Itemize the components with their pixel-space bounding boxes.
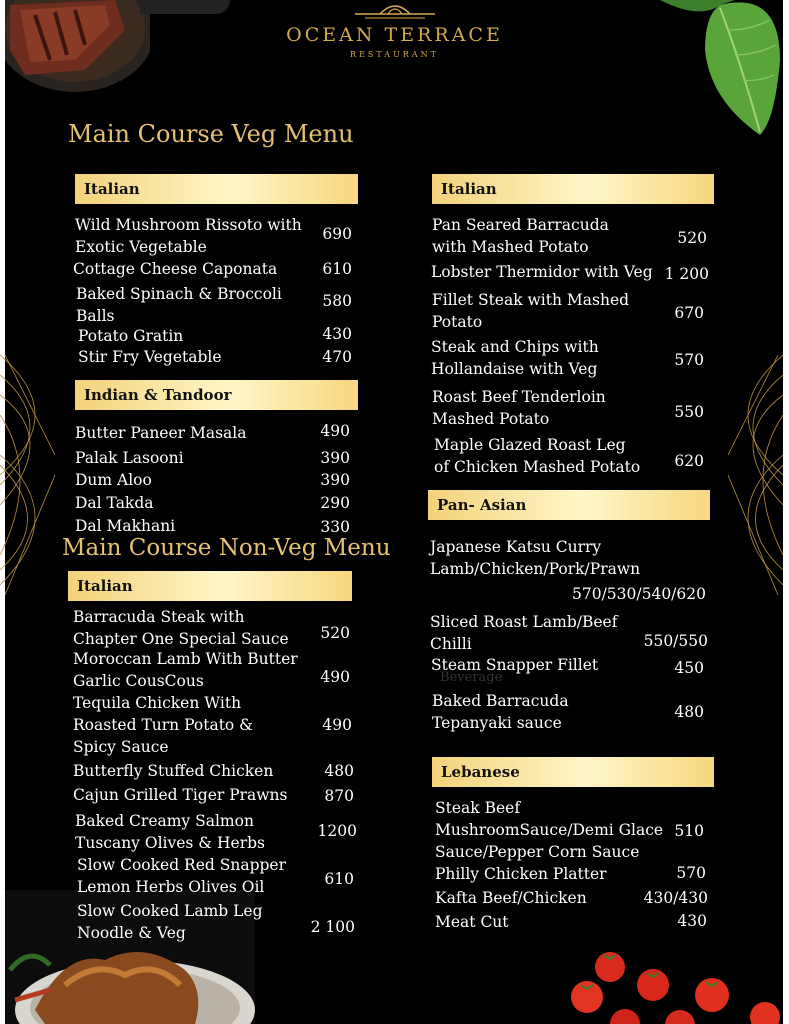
menu-item-price: 550/550 xyxy=(643,632,708,650)
menu-item-name: Baked Barracuda Tepanyaki sauce xyxy=(432,692,569,732)
menu-item-name: Tequila Chicken With Roasted Turn Potato & Spicy Sauce xyxy=(73,694,253,756)
menu-item-name: Wild Mushroom Rissoto with Exotic Vegetable xyxy=(75,216,302,256)
menu-item-price: 520 xyxy=(677,229,707,247)
menu-item-name: Slow Cooked Lamb Leg Noodle & Veg xyxy=(77,902,263,942)
faint-watermark-text: Beverage xyxy=(440,670,503,685)
page-edge-right xyxy=(783,0,789,1024)
menu-item-price: 620 xyxy=(674,452,704,470)
menu-item-name: Maple Glazed Roast Leg of Chicken Mashed Potato xyxy=(434,436,641,476)
menu-item-name: Potato Gratin xyxy=(78,327,184,345)
menu-item-price: 480 xyxy=(674,703,704,721)
menu-item-price: 510 xyxy=(674,822,704,840)
menu-item-price: 2 100 xyxy=(310,918,355,936)
menu-item-price: 570 xyxy=(674,351,704,369)
category-banner-right-italian: Italian xyxy=(432,174,714,204)
menu-item-price: 430 xyxy=(677,912,707,930)
menu-item-name: Sliced Roast Lamb/Beef Chilli xyxy=(430,613,618,653)
menu-item-price: 580 xyxy=(322,292,352,310)
menu-item-name: Steak and Chips with Hollandaise with Veg xyxy=(431,338,599,378)
menu-item-name: Japanese Katsu Curry Lamb/Chicken/Pork/Prawn xyxy=(430,538,641,578)
menu-item-name: Pan Seared Barracuda with Mashed Potato xyxy=(432,216,609,256)
menu-item-name: Lobster Thermidor with Veg xyxy=(431,263,653,281)
menu-item-name: Butter Paneer Masala xyxy=(75,424,247,442)
gold-line-art-icon xyxy=(728,355,783,595)
menu-item-name: Cottage Cheese Caponata xyxy=(73,260,278,278)
menu-item-price: 490 xyxy=(320,422,350,440)
menu-item-price: 670 xyxy=(674,304,704,322)
nonveg-menu-title: Main Course Non-Veg Menu xyxy=(62,535,391,561)
brand-tagline: RESTAURANT xyxy=(350,50,439,59)
menu-item-name: Stir Fry Vegetable xyxy=(78,348,222,366)
gold-line-art-icon xyxy=(0,355,62,595)
menu-item-name: Philly Chicken Platter xyxy=(435,865,607,883)
menu-item-price: 870 xyxy=(324,787,354,805)
category-banner-lebanese: Lebanese xyxy=(432,757,714,787)
menu-item-price: 520 xyxy=(320,624,350,642)
menu-item-price: 390 xyxy=(320,471,350,489)
menu-item-price: 490 xyxy=(322,716,352,734)
menu-item-price: 430/430 xyxy=(643,889,708,907)
menu-item-name: Palak Lasooni xyxy=(75,449,184,467)
menu-item-name: Fillet Steak with Mashed Potato xyxy=(432,291,630,331)
menu-item-name: Cajun Grilled Tiger Prawns xyxy=(73,786,288,804)
menu-item-name: Steam Snapper Fillet xyxy=(431,656,599,674)
category-banner-veg-italian: Italian xyxy=(75,174,358,204)
menu-item-name: Butterfly Stuffed Chicken xyxy=(73,762,274,780)
menu-item-name: Moroccan Lamb With Butter Garlic CousCous xyxy=(73,650,298,690)
steak-plate-icon xyxy=(5,0,150,95)
menu-item-price: 550 xyxy=(674,403,704,421)
menu-item-price: 480 xyxy=(324,762,354,780)
basil-leaf-icon xyxy=(640,0,785,140)
menu-item-name: Slow Cooked Red Snapper Lemon Herbs Olives Oil xyxy=(77,856,287,896)
category-banner-pan-asian: Pan- Asian xyxy=(428,490,710,520)
menu-item-price: 1200 xyxy=(317,822,357,840)
category-banner-veg-indian: Indian & Tandoor xyxy=(75,380,358,410)
menu-item-price: 290 xyxy=(320,494,350,512)
menu-item-name: Baked Spinach & Broccoli Balls xyxy=(76,285,282,325)
menu-item-price: 490 xyxy=(320,668,350,686)
menu-item-name: Dum Aloo xyxy=(75,471,152,489)
menu-item-price: 690 xyxy=(322,225,352,243)
menu-item-price: 570/530/540/620 xyxy=(571,585,706,603)
header-dark-tab xyxy=(140,0,230,14)
menu-item-name: Dal Makhani xyxy=(75,517,176,535)
menu-item-price: 390 xyxy=(320,449,350,467)
menu-item-price: 610 xyxy=(324,870,354,888)
menu-item-name: Dal Takda xyxy=(75,494,154,512)
menu-item-price: 470 xyxy=(322,348,352,366)
menu-item-price: 1 200 xyxy=(664,265,709,283)
menu-item-name: Kafta Beef/Chicken xyxy=(435,889,587,907)
brand-name: OCEAN TERRACE xyxy=(286,24,503,46)
menu-item-price: 610 xyxy=(322,260,352,278)
menu-item-price: 330 xyxy=(320,518,350,536)
logo-mark-icon xyxy=(350,0,440,22)
menu-item-price: 570 xyxy=(676,864,706,882)
menu-item-name: Barracuda Steak with Chapter One Special Sauce xyxy=(73,608,289,648)
menu-item-price: 450 xyxy=(674,659,704,677)
menu-item-name: Steak Beef MushroomSauce/Demi Glace Sauce/Pepper Corn Sauce xyxy=(435,799,664,861)
tomato-icon xyxy=(560,945,789,1024)
menu-item-name: Baked Creamy Salmon Tuscany Olives & Herbs xyxy=(75,812,265,852)
menu-item-price: 430 xyxy=(322,325,352,343)
menu-item-name: Roast Beef Tenderloin Mashed Potato xyxy=(432,388,606,428)
menu-item-name: Meat Cut xyxy=(435,913,509,931)
category-banner-nonveg-italian: Italian xyxy=(68,571,352,601)
veg-menu-title: Main Course Veg Menu xyxy=(68,120,354,148)
